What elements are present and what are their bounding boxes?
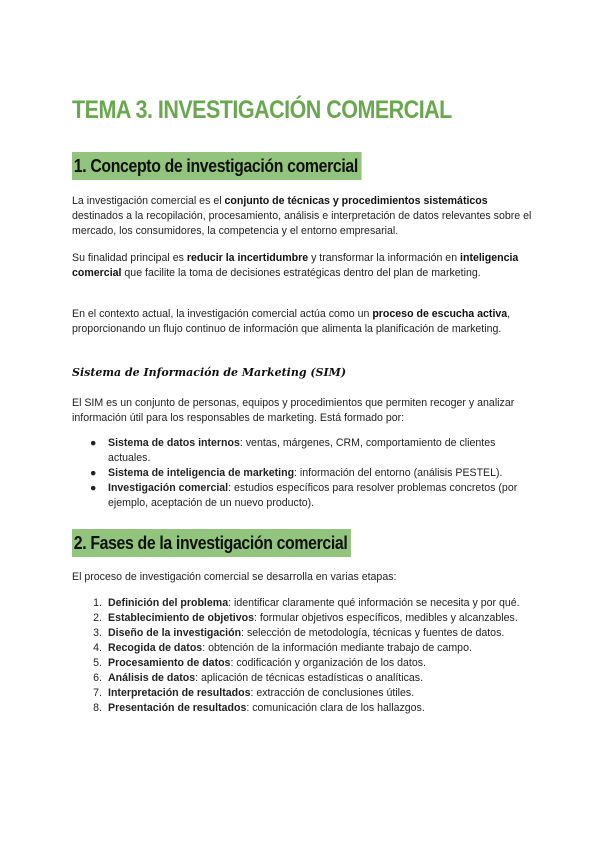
- text-run: , proporcionando un flujo continuo de información que alimenta la planificación de marketing.: [72, 308, 511, 335]
- text-run: : extracción de conclusiones útiles.: [250, 687, 415, 699]
- text-run: : selección de metodología, técnicas y fuentes de datos.: [241, 627, 505, 639]
- sim-heading: Sistema de Información de Marketing (SIM): [72, 366, 347, 379]
- text-run: : obtención de la información mediante trabajo de campo.: [202, 642, 472, 654]
- text-run: : estudios específicos para resolver problemas concretos (por ejemplo, aceptación de un nuevo producto).: [108, 482, 518, 509]
- text-run: y transformar la información en: [308, 252, 461, 264]
- section-1-heading: 1. Concepto de investigación comercial: [72, 152, 361, 180]
- text-run: que facilite la toma de decisiones estratégicas dentro del plan de marketing.: [121, 267, 481, 279]
- paragraph-purpose: [72, 251, 532, 281]
- list-number: 4.: [93, 642, 102, 654]
- bold-run: Sistema de inteligencia de marketing: [108, 467, 295, 479]
- sim-list: [90, 436, 528, 511]
- list-item: [93, 626, 528, 641]
- list-item: [93, 686, 528, 701]
- bold-run: conjunto de técnicas y procedimientos sistemáticos: [224, 195, 488, 207]
- list-item: [93, 671, 528, 686]
- list-number: 6.: [93, 672, 102, 684]
- bullet-icon: ●: [90, 467, 97, 479]
- text-run: : información del entorno (análisis PESTEL).: [294, 467, 503, 479]
- list-item: [93, 611, 528, 626]
- text-run: : codificación y organización de los datos.: [230, 657, 426, 669]
- bold-run: inteligencia comercial: [72, 252, 519, 279]
- list-item: [90, 436, 528, 466]
- bold-run: reducir la incertidumbre: [186, 252, 309, 264]
- paragraph-definition: [72, 194, 532, 239]
- list-number: 1.: [93, 597, 102, 609]
- bold-run: proceso de escucha activa: [372, 308, 508, 320]
- bold-run: Análisis de datos: [108, 672, 196, 684]
- text-run: : identificar claramente qué información se necesita y por qué.: [228, 597, 520, 609]
- bold-run: Establecimiento de objetivos: [108, 612, 254, 624]
- list-number: 5.: [93, 657, 102, 669]
- text-run: : ventas, márgenes, CRM, comportamiento de clientes actuales.: [108, 437, 496, 464]
- text-run: destinados a la recopilación, procesamiento, análisis e interpretación de datos relevantes sobre el mercado, los consumidores, la competencia y el entorno empresarial.: [72, 210, 532, 237]
- sim-intro: El SIM es un conjunto de personas, equipos y procedimientos que permiten recoger y analizar información útil para los responsables de marketing. Está formado por:: [72, 397, 515, 424]
- list-number: 2.: [93, 612, 102, 624]
- text-run: : aplicación de técnicas estadísticas o analíticas.: [195, 672, 424, 684]
- list-number: 8.: [93, 702, 102, 714]
- list-item: [93, 701, 528, 716]
- list-number: 7.: [93, 687, 102, 699]
- paragraph-context: [72, 307, 532, 337]
- list-item: [93, 596, 528, 611]
- list-item: [90, 481, 528, 511]
- bold-run: Procesamiento de datos: [108, 657, 231, 669]
- text-run: En el contexto actual, la investigación comercial actúa como un: [72, 308, 373, 320]
- list-number: 3.: [93, 627, 102, 639]
- bold-run: Presentación de resultados: [108, 702, 247, 714]
- bold-run: Diseño de la investigación: [108, 627, 242, 639]
- bullet-icon: ●: [90, 482, 97, 494]
- page-title: TEMA 3. INVESTIGACIÓN COMERCIAL: [72, 96, 452, 124]
- bold-run: Recogida de datos: [108, 642, 203, 654]
- bullet-icon: ●: [90, 437, 97, 449]
- list-item: [93, 656, 528, 671]
- bold-run: Sistema de datos internos: [108, 437, 240, 449]
- bold-run: Definición del problema: [108, 597, 229, 609]
- text-run: Su finalidad principal es: [72, 252, 187, 264]
- text-run: : formular objetivos específicos, medibles y alcanzables.: [254, 612, 518, 624]
- phases-list: [93, 596, 528, 716]
- list-item: [93, 641, 528, 656]
- phases-intro: El proceso de investigación comercial se desarrolla en varias etapas:: [72, 571, 397, 583]
- text-run: : comunicación clara de los hallazgos.: [246, 702, 425, 714]
- bold-run: Interpretación de resultados: [108, 687, 251, 699]
- section-2-heading: 2. Fases de la investigación comercial: [72, 529, 351, 557]
- bold-run: Investigación comercial: [108, 482, 229, 494]
- list-item: [90, 466, 528, 481]
- text-run: La investigación comercial es el: [72, 195, 225, 207]
